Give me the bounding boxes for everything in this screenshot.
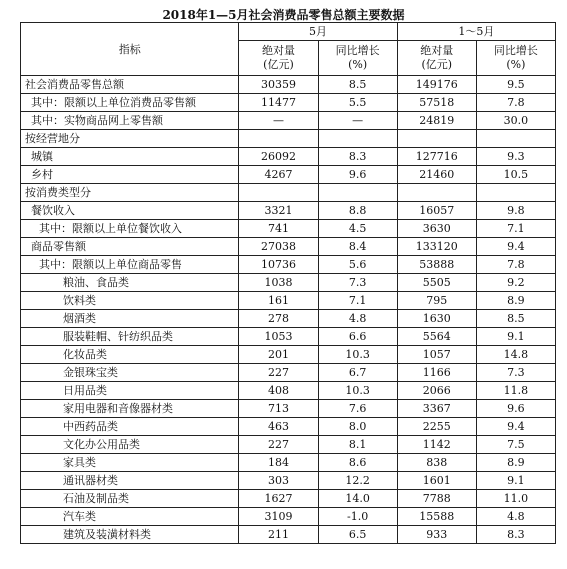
cell-may-yoy: 8.0: [318, 418, 397, 436]
cell-ytd-yoy: 8.5: [476, 310, 555, 328]
table-row: [21, 382, 556, 400]
row-label: 服装鞋帽、针纺织品类: [21, 328, 239, 346]
cell-may-abs: 4267: [239, 166, 318, 184]
cell-ytd-yoy: 8.9: [476, 454, 555, 472]
cell-ytd-abs: 15588: [397, 508, 476, 526]
cell-ytd-abs: 5564: [397, 328, 476, 346]
header-group-jan-may: 1～5月: [397, 23, 555, 41]
row-label: 通讯器材类: [21, 472, 239, 490]
header-yoy-line2: (%): [348, 58, 368, 71]
table-row: [21, 526, 556, 544]
cell-ytd-abs: 795: [397, 292, 476, 310]
header-ytd-yoy: [476, 41, 555, 76]
cell-may-abs: 27038: [239, 238, 318, 256]
cell-ytd-yoy: 7.5: [476, 436, 555, 454]
cell-may-abs: 3109: [239, 508, 318, 526]
cell-ytd-yoy: 11.8: [476, 382, 555, 400]
cell-ytd-yoy: 8.3: [476, 526, 555, 544]
row-label: 商品零售额: [21, 238, 239, 256]
cell-ytd-abs: 1601: [397, 472, 476, 490]
cell-may-yoy: 4.5: [318, 220, 397, 238]
row-label: 金银珠宝类: [21, 364, 239, 382]
cell-may-yoy: -1.0: [318, 508, 397, 526]
cell-ytd-yoy: 9.8: [476, 202, 555, 220]
cell-may-yoy: 8.1: [318, 436, 397, 454]
cell-may-abs: 184: [239, 454, 318, 472]
cell-ytd-yoy: [476, 130, 555, 148]
cell-ytd-yoy: 9.5: [476, 76, 555, 94]
cell-may-abs: 227: [239, 364, 318, 382]
cell-ytd-yoy: 10.5: [476, 166, 555, 184]
cell-may-abs: 201: [239, 346, 318, 364]
cell-ytd-yoy: 9.1: [476, 328, 555, 346]
cell-ytd-abs: 1166: [397, 364, 476, 382]
cell-may-yoy: 10.3: [318, 382, 397, 400]
cell-ytd-abs: 57518: [397, 94, 476, 112]
header-abs-line2: (亿元): [263, 58, 294, 71]
row-label: 饮料类: [21, 292, 239, 310]
cell-may-abs: 3321: [239, 202, 318, 220]
cell-ytd-abs: 1142: [397, 436, 476, 454]
table-row: [21, 472, 556, 490]
cell-may-abs: 303: [239, 472, 318, 490]
table-row: [21, 310, 556, 328]
cell-may-yoy: 14.0: [318, 490, 397, 508]
header-may-yoy: [318, 41, 397, 76]
cell-ytd-abs: 7788: [397, 490, 476, 508]
cell-ytd-abs: 3630: [397, 220, 476, 238]
row-label: 烟酒类: [21, 310, 239, 328]
cell-ytd-yoy: 14.8: [476, 346, 555, 364]
cell-ytd-abs: 3367: [397, 400, 476, 418]
cell-ytd-abs: 933: [397, 526, 476, 544]
retail-sales-table: [20, 22, 556, 544]
cell-ytd-abs: 1630: [397, 310, 476, 328]
table-row: [21, 418, 556, 436]
table-row: [21, 256, 556, 274]
cell-ytd-yoy: 9.2: [476, 274, 555, 292]
row-label: 按消费类型分: [21, 184, 239, 202]
cell-ytd-yoy: 9.6: [476, 400, 555, 418]
cell-may-yoy: 9.6: [318, 166, 397, 184]
cell-may-abs: 30359: [239, 76, 318, 94]
cell-ytd-abs: 2255: [397, 418, 476, 436]
cell-may-abs: 278: [239, 310, 318, 328]
table-row: [21, 274, 556, 292]
cell-may-yoy: [318, 184, 397, 202]
row-label: 建筑及装潢材料类: [21, 526, 239, 544]
header-ytd-abs: [397, 41, 476, 76]
cell-may-yoy: 8.3: [318, 148, 397, 166]
table-row: [21, 184, 556, 202]
cell-may-yoy: 6.5: [318, 526, 397, 544]
cell-ytd-yoy: 7.3: [476, 364, 555, 382]
cell-ytd-yoy: 9.4: [476, 238, 555, 256]
row-label: 其中：实物商品网上零售额: [21, 112, 239, 130]
cell-ytd-yoy: 7.8: [476, 256, 555, 274]
row-label: 家用电器和音像器材类: [21, 400, 239, 418]
table-row: [21, 292, 556, 310]
cell-may-yoy: 8.6: [318, 454, 397, 472]
cell-may-yoy: 7.1: [318, 292, 397, 310]
row-label: 餐饮收入: [21, 202, 239, 220]
header-group-may: 5月: [239, 23, 397, 41]
cell-may-yoy: 6.6: [318, 328, 397, 346]
cell-ytd-abs: 24819: [397, 112, 476, 130]
row-label: 石油及制品类: [21, 490, 239, 508]
row-label: 乡村: [21, 166, 239, 184]
table-row: [21, 328, 556, 346]
header-abs-line2: (亿元): [421, 58, 453, 71]
cell-may-yoy: 6.7: [318, 364, 397, 382]
cell-may-abs: 1053: [239, 328, 318, 346]
cell-ytd-abs: 2066: [397, 382, 476, 400]
row-label: 文化办公用品类: [21, 436, 239, 454]
row-label: 粮油、食品类: [21, 274, 239, 292]
header-yoy-line1: 同比增长: [493, 44, 538, 57]
table-row: [21, 238, 556, 256]
cell-ytd-abs: 127716: [397, 148, 476, 166]
cell-may-abs: 408: [239, 382, 318, 400]
table-row: [21, 166, 556, 184]
cell-ytd-yoy: 11.0: [476, 490, 555, 508]
cell-may-yoy: 8.5: [318, 76, 397, 94]
cell-ytd-yoy: 30.0: [476, 112, 555, 130]
table-row: [21, 76, 556, 94]
row-label: 中西药品类: [21, 418, 239, 436]
cell-ytd-abs: 5505: [397, 274, 476, 292]
row-label: 其中：限额以上单位消费品零售额: [21, 94, 239, 112]
cell-ytd-abs: 838: [397, 454, 476, 472]
cell-ytd-abs: 53888: [397, 256, 476, 274]
cell-may-yoy: 5.6: [318, 256, 397, 274]
table-row: [21, 508, 556, 526]
table-row: [21, 220, 556, 238]
table-row: [21, 364, 556, 382]
cell-ytd-abs: 149176: [397, 76, 476, 94]
cell-may-abs: 161: [239, 292, 318, 310]
table-row: [21, 130, 556, 148]
row-label: 化妆品类: [21, 346, 239, 364]
cell-ytd-abs: 133120: [397, 238, 476, 256]
cell-may-abs: [239, 130, 318, 148]
row-label: 汽车类: [21, 508, 239, 526]
header-yoy-line2: (%): [506, 58, 526, 71]
cell-may-yoy: 12.2: [318, 472, 397, 490]
table-row: [21, 148, 556, 166]
cell-ytd-yoy: 9.3: [476, 148, 555, 166]
cell-may-abs: 11477: [239, 94, 318, 112]
header-may-abs: [239, 41, 318, 76]
cell-may-yoy: 7.3: [318, 274, 397, 292]
row-label: 社会消费品零售总额: [21, 76, 239, 94]
table-row: [21, 94, 556, 112]
cell-may-abs: 1627: [239, 490, 318, 508]
row-label: 日用品类: [21, 382, 239, 400]
header-abs-line1: 绝对量: [420, 44, 454, 57]
cell-ytd-abs: 1057: [397, 346, 476, 364]
table-row: [21, 112, 556, 130]
cell-may-yoy: 4.8: [318, 310, 397, 328]
cell-ytd-yoy: 7.8: [476, 94, 555, 112]
cell-may-abs: 713: [239, 400, 318, 418]
cell-ytd-abs: [397, 184, 476, 202]
cell-ytd-yoy: 9.4: [476, 418, 555, 436]
cell-ytd-yoy: 8.9: [476, 292, 555, 310]
table-header: [21, 23, 556, 76]
document-title: 2018年1—5月社会消费品零售总额主要数据: [162, 8, 405, 22]
row-label: 家具类: [21, 454, 239, 472]
row-label: 按经营地分: [21, 130, 239, 148]
cell-may-abs: 463: [239, 418, 318, 436]
header-indicator: 指标: [21, 23, 239, 76]
cell-ytd-yoy: 4.8: [476, 508, 555, 526]
cell-may-abs: —: [239, 112, 318, 130]
cell-ytd-yoy: 9.1: [476, 472, 555, 490]
cell-may-yoy: 7.6: [318, 400, 397, 418]
cell-may-abs: 227: [239, 436, 318, 454]
cell-ytd-yoy: 7.1: [476, 220, 555, 238]
cell-ytd-abs: [397, 130, 476, 148]
cell-may-yoy: 10.3: [318, 346, 397, 364]
header-abs-line1: 绝对量: [261, 44, 295, 57]
row-label: 城镇: [21, 148, 239, 166]
cell-may-yoy: 8.8: [318, 202, 397, 220]
cell-may-yoy: 8.4: [318, 238, 397, 256]
cell-may-yoy: [318, 130, 397, 148]
cell-ytd-yoy: [476, 184, 555, 202]
cell-may-abs: [239, 184, 318, 202]
table-row: [21, 490, 556, 508]
table-row: [21, 436, 556, 454]
cell-ytd-abs: 21460: [397, 166, 476, 184]
table-row: [21, 346, 556, 364]
cell-may-abs: 1038: [239, 274, 318, 292]
cell-may-yoy: —: [318, 112, 397, 130]
table-row: [21, 202, 556, 220]
cell-may-yoy: 5.5: [318, 94, 397, 112]
row-label: 其中：限额以上单位商品零售: [21, 256, 239, 274]
row-label: 其中：限额以上单位餐饮收入: [21, 220, 239, 238]
table-row: [21, 454, 556, 472]
cell-ytd-abs: 16057: [397, 202, 476, 220]
table-body: [21, 76, 556, 544]
table-row: [21, 400, 556, 418]
cell-may-abs: 10736: [239, 256, 318, 274]
cell-may-abs: 741: [239, 220, 318, 238]
header-yoy-line1: 同比增长: [335, 44, 380, 57]
cell-may-abs: 26092: [239, 148, 318, 166]
cell-may-abs: 211: [239, 526, 318, 544]
